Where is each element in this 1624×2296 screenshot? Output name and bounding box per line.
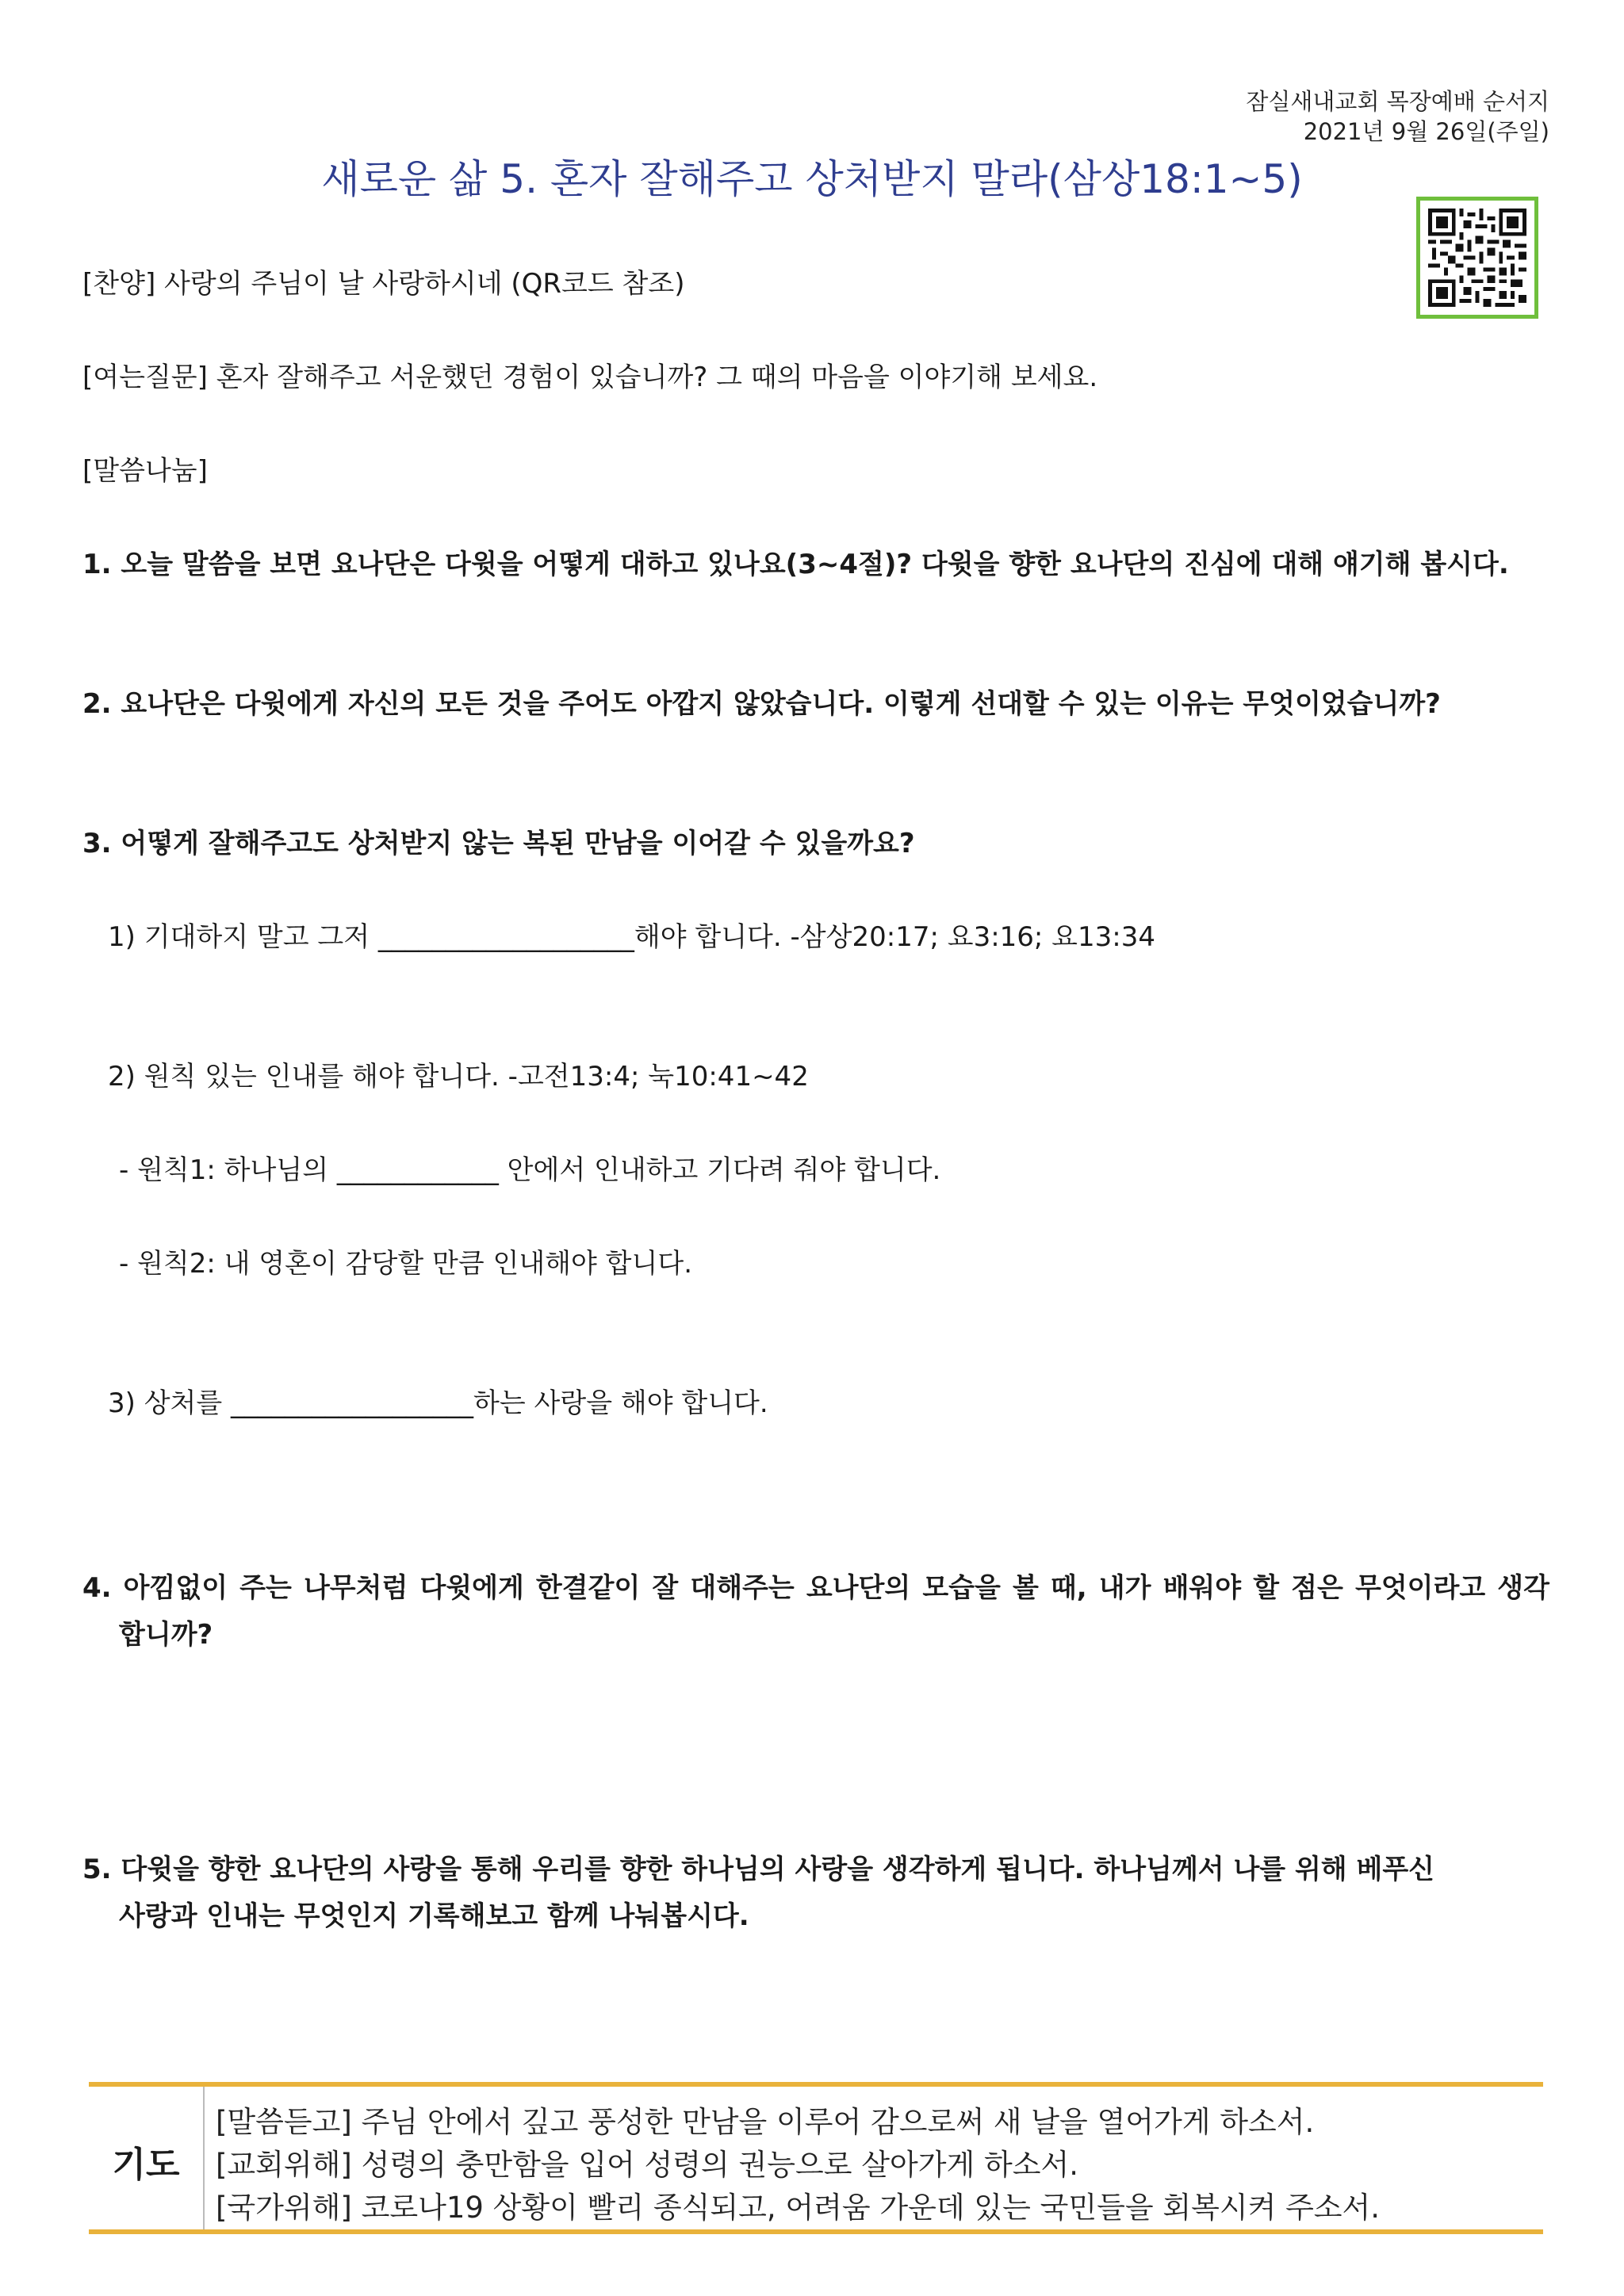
service-date: 2021년 9월 26일(주일): [1303, 118, 1549, 145]
question-3: 3. 어떻게 잘해주고도 상처받지 않는 복된 만남을 이어갈 수 있을까요?: [82, 828, 915, 859]
question-4-continued: 합니까?: [119, 1619, 213, 1651]
praise-line: [찬양] 사랑의 주님이 날 사랑하시네 (QR코드 참조): [82, 268, 685, 300]
qr-code[interactable]: [1416, 197, 1538, 319]
principle-2: - 원칙2: 내 영혼이 감당할 만큼 인내해야 합니다.: [119, 1248, 693, 1280]
question-1: 1. 오늘 말씀을 보면 요나단은 다윗을 어떻게 대하고 있나요(3~4절)? 다윗을 향한 요나단의 진심에 대해 얘기해 봅시다.: [82, 549, 1509, 580]
page-title: 새로운 삶 5. 혼자 잘해주고 상처받지 말라(삼상18:1~5): [321, 156, 1303, 202]
prayer-bottom-rule: [89, 2229, 1543, 2234]
question-3-point-3: 3) 상처를 __________________하는 사랑을 해야 합니다.: [108, 1387, 768, 1419]
prayer-top-rule: [89, 2082, 1543, 2087]
question-3-point-1: 1) 기대하지 말고 그저 ___________________해야 합니다. -삼상20:17; 요3:16; 요13:34: [108, 921, 1156, 953]
church-name: 잠실새내교회 목장예배 순서지: [1246, 88, 1549, 115]
question-3-point-2: 2) 원칙 있는 인내를 해야 합니다. -고전13:4; 눅10:41~42: [108, 1061, 809, 1093]
qr-code-icon: [1428, 209, 1526, 307]
prayer-label: 기도: [112, 2145, 180, 2185]
prayer-item: [국가위해] 코로나19 상황이 빨리 종식되고, 어려움 가운데 있는 국민들을 회복시켜 주소서.: [216, 2191, 1381, 2225]
question-2: 2. 요나단은 다윗에게 자신의 모든 것을 주어도 아깝지 않았습니다. 이렇게 선대할 수 있는 이유는 무엇이었습니까?: [82, 688, 1441, 720]
opening-question: [여는질문] 혼자 잘해주고 서운했던 경험이 있습니까? 그 때의 마음을 이야기해 보세요.: [82, 362, 1098, 393]
prayer-item: [교회위해] 성령의 충만함을 입어 성령의 권능으로 살아가게 하소서.: [216, 2148, 1078, 2182]
question-5: 5. 다윗을 향한 요나단의 사랑을 통해 우리를 향한 하나님의 사랑을 생각하게 됩니다. 하나님께서 나를 위해 베푸신: [82, 1854, 1435, 1885]
prayer-item: [말씀듣고] 주님 안에서 깊고 풍성한 만남을 이루어 감으로써 새 날을 열어가게 하소서.: [216, 2105, 1315, 2139]
sharing-heading: [말씀나눔]: [82, 455, 208, 487]
prayer-divider: [203, 2087, 205, 2229]
principle-1: - 원칙1: 하나님의 ____________ 안에서 인내하고 기다려 줘야 합니다.: [119, 1154, 941, 1186]
question-5-continued: 사랑과 인내는 무엇인지 기록해보고 함께 나눠봅시다.: [119, 1900, 749, 1932]
question-4: 4. 아낌없이 주는 나무처럼 다윗에게 한결같이 잘 대해주는 요나단의 모습을 볼 때, 내가 배워야 할 점은 무엇이라고 생각: [82, 1572, 1549, 1604]
